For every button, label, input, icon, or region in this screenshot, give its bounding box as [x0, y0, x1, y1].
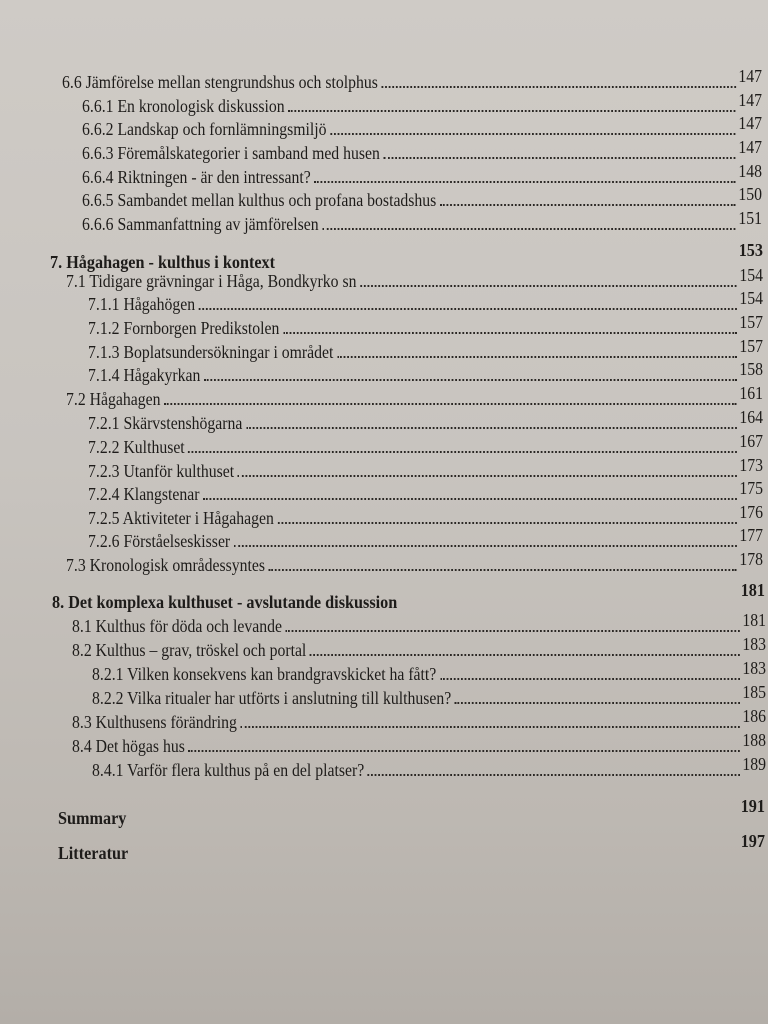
toc-entry-page-number: 147: [738, 66, 762, 86]
toc-entry-label: 6.6.5 Sambandet mellan kulthus och profana bostadshus: [82, 190, 437, 210]
toc-entry-label: 7.2.3 Utanför kulthuset: [88, 461, 235, 481]
toc-entry-label: 8.2.1 Vilken konsekvens kan brandgravskicket ha fått?: [92, 664, 437, 684]
toc-entry: [88, 431, 763, 457]
toc-entry-label: 7.1.3 Boplatsundersökningar i området: [88, 342, 334, 362]
toc-entry-label: 8.1 Kulthus för döda och levande: [72, 616, 282, 636]
toc-entry-page-number: 154: [739, 265, 763, 285]
toc-entry-label: 7.2.1 Skärvstenshögarna: [88, 413, 243, 433]
toc-entry: [66, 549, 763, 575]
toc-entry-page-number: 178: [739, 549, 763, 569]
toc-entry-page-number: 181: [742, 610, 766, 630]
toc-entry-page-number: 147: [738, 137, 762, 157]
toc-entry-page-number: 158: [739, 359, 763, 379]
toc-entry-page-number: 147: [738, 113, 762, 133]
toc-entry-label: 6.6.4 Riktningen - är den intressant?: [82, 167, 311, 187]
toc-entry-page-number: 188: [742, 730, 766, 750]
toc-entry: [62, 66, 762, 92]
toc-entry-page-number: 183: [742, 658, 766, 678]
toc-entry-label: 8. Det komplexa kulthuset - avslutande diskussion: [52, 592, 398, 612]
toc-entry-page-number: 157: [739, 336, 763, 356]
toc-entry: [52, 580, 765, 612]
toc-entry-page-number: 183: [742, 634, 766, 654]
toc-entry-page-number: 185: [742, 682, 766, 702]
toc-entry-label: 6.6.1 En kronologisk diskussion: [82, 96, 285, 116]
dot-leader: [188, 451, 736, 453]
dot-leader: [238, 475, 737, 477]
toc-entry-label: 7.2 Hågahagen: [66, 389, 161, 409]
toc-entry: [88, 502, 763, 528]
dot-leader: [188, 750, 739, 752]
toc-entry: [92, 682, 766, 708]
toc-entry: [88, 407, 763, 433]
dot-leader: [203, 498, 737, 500]
toc-entry-page-number: 150: [738, 184, 762, 204]
toc-entry: [66, 265, 763, 291]
toc-entry: [82, 161, 762, 187]
toc-entry-page-number: 167: [739, 431, 763, 451]
toc-entry-page-number: 157: [739, 312, 763, 332]
toc-entry-page-number: 164: [739, 407, 763, 427]
toc-entry: [72, 730, 766, 756]
dot-leader: [314, 181, 735, 183]
toc-entry-label: 7.2.4 Klangstenar: [88, 484, 200, 504]
toc-entry: [92, 754, 766, 780]
dot-leader: [440, 204, 736, 206]
dot-leader: [234, 545, 737, 547]
toc-entry-label: 7.1 Tidigare grävningar i Håga, Bondkyrko sn: [66, 271, 357, 291]
toc-entry: [82, 90, 762, 116]
toc-entry-page-number: 197: [740, 831, 765, 851]
toc-entry: [88, 525, 763, 551]
dot-leader: [440, 678, 740, 680]
toc-entry-label: Litteratur: [58, 843, 129, 863]
toc-entry-page-number: 147: [738, 90, 762, 110]
dot-leader: [455, 702, 740, 704]
toc-entry-label: 7.3 Kronologisk områdessyntes: [66, 555, 266, 575]
toc-entry-label: 8.4.1 Varför flera kulthus på en del platser?: [92, 760, 365, 780]
toc-entry: [58, 831, 765, 863]
toc-entry: [82, 184, 762, 210]
toc-entry-label: 8.4 Det högas hus: [72, 736, 185, 756]
toc-entry: [88, 455, 763, 481]
toc-entry-page-number: 154: [739, 288, 763, 308]
toc-entry-label: 7.1.2 Fornborgen Predikstolen: [88, 318, 280, 338]
dot-leader: [277, 522, 736, 524]
toc-entry-page-number: 161: [739, 383, 763, 403]
dot-leader: [204, 379, 737, 381]
toc-entry-page-number: 151: [738, 208, 762, 228]
dot-leader: [269, 569, 737, 571]
dot-leader: [368, 774, 740, 776]
toc-entry-page-number: 191: [740, 796, 765, 816]
toc-entry-label: 7.1.4 Hågakyrkan: [88, 365, 201, 385]
dot-leader: [360, 285, 737, 287]
toc-entry-label: 7. Hågahagen - kulthus i kontext: [50, 252, 276, 272]
dot-leader: [286, 630, 740, 632]
toc-entry-label: 7.2.6 Förståelseskisser: [88, 531, 231, 551]
toc-entry: [88, 336, 763, 362]
dot-leader: [246, 427, 737, 429]
toc-entry: [72, 634, 766, 660]
dot-leader: [283, 332, 737, 334]
toc-entry-page-number: 186: [742, 706, 766, 726]
toc-entry: [88, 478, 763, 504]
toc-entry: [72, 610, 766, 636]
toc-entry: [82, 113, 762, 139]
toc-entry: [72, 706, 766, 732]
toc-entry: [58, 796, 765, 828]
toc-entry-label: Summary: [58, 808, 127, 828]
dot-leader: [322, 228, 735, 230]
dot-leader: [199, 308, 737, 310]
toc-entry-label: 8.2.2 Vilka ritualer har utförts i anslutning till kulthusen?: [92, 688, 452, 708]
dot-leader: [241, 726, 740, 728]
toc-entry-page-number: 173: [739, 455, 763, 475]
toc-entry: [66, 383, 763, 409]
toc-entry-page-number: 148: [738, 161, 762, 181]
toc-entry: [88, 312, 763, 338]
dot-leader: [310, 654, 740, 656]
toc-entry-label: 8.2 Kulthus – grav, tröskel och portal: [72, 640, 307, 660]
dot-leader: [288, 110, 735, 112]
toc-entry: [82, 137, 762, 163]
toc-entry-label: 6.6.6 Sammanfattning av jämförelsen: [82, 214, 319, 234]
dot-leader: [164, 403, 737, 405]
dot-leader: [337, 356, 737, 358]
toc-entry-page-number: 181: [740, 580, 765, 600]
toc-entry: [88, 359, 763, 385]
toc-entry-page-number: 175: [739, 478, 763, 498]
dot-leader: [330, 133, 736, 135]
toc-entry: [50, 240, 763, 272]
toc-entry-label: 7.1.1 Hågahögen: [88, 294, 196, 314]
dot-leader: [383, 157, 735, 159]
toc-entry-page-number: 177: [739, 525, 763, 545]
toc-entry: [88, 288, 763, 314]
toc-entry: [92, 658, 766, 684]
toc-entry-label: 7.2.5 Aktiviteter i Hågahagen: [88, 508, 274, 528]
toc-entry-page-number: 153: [738, 240, 763, 260]
dot-leader: [381, 86, 735, 88]
toc-entry-label: 6.6.2 Landskap och fornlämningsmiljö: [82, 119, 327, 139]
toc-entry-label: 6.6 Jämförelse mellan stengrundshus och stolphus: [62, 72, 378, 92]
toc-entry-label: 7.2.2 Kulthuset: [88, 437, 185, 457]
toc-entry-page-number: 189: [742, 754, 766, 774]
toc-entry-label: 6.6.3 Föremålskategorier i samband med husen: [82, 143, 380, 163]
toc-entry-label: 8.3 Kulthusens förändring: [72, 712, 237, 732]
toc-entry-page-number: 176: [739, 502, 763, 522]
toc-entry: [82, 208, 762, 234]
